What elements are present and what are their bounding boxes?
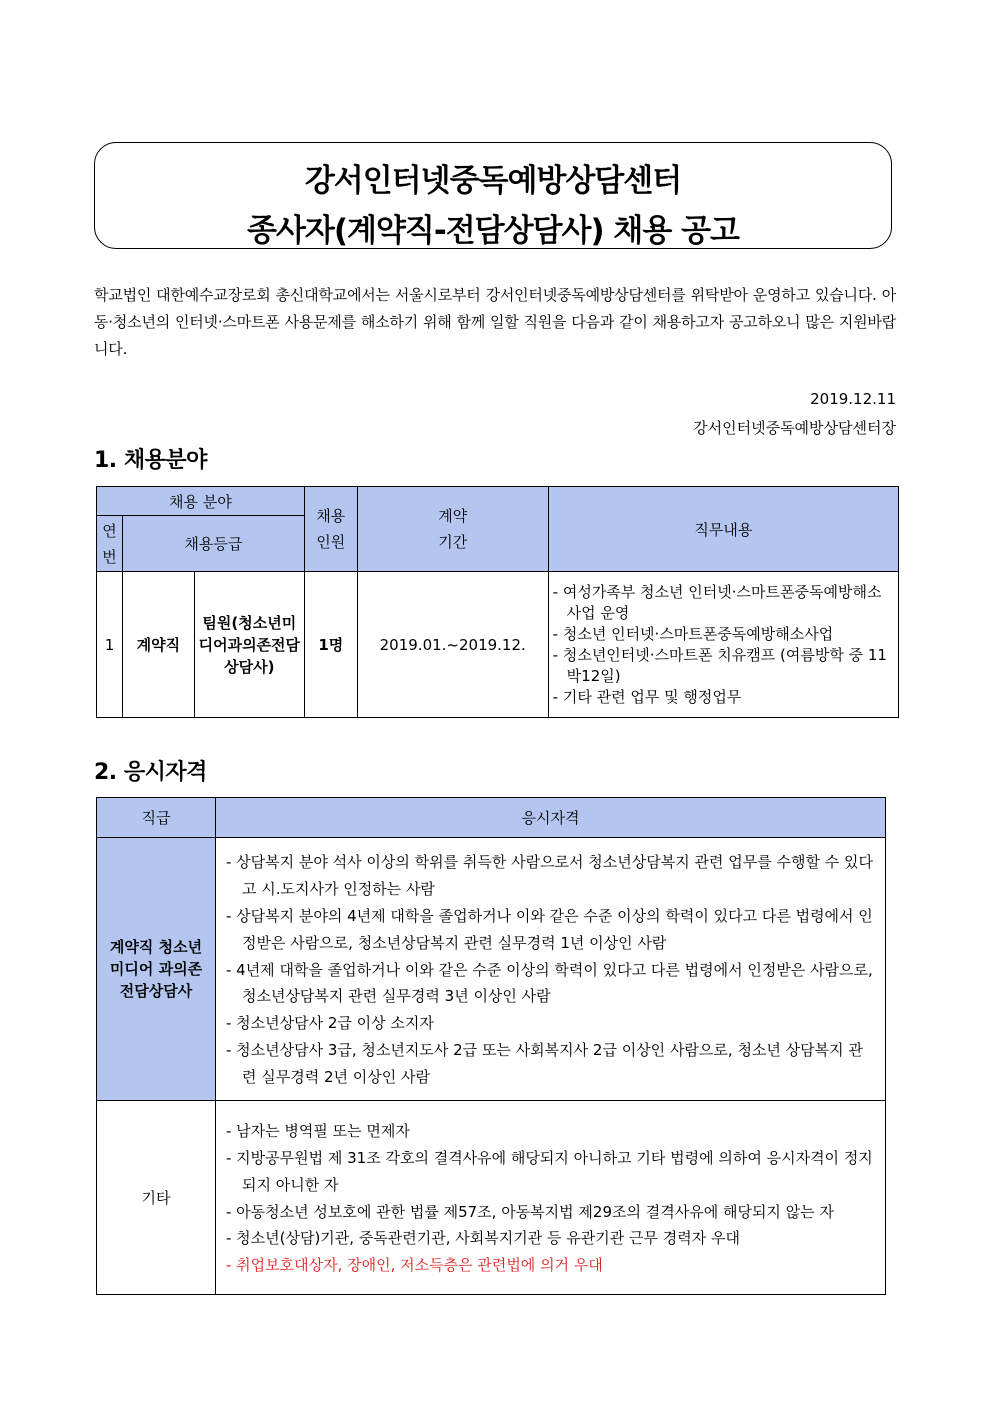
section-1-title: 1. 채용분야	[94, 448, 207, 473]
section-2-title: 2. 응시자격	[94, 760, 207, 785]
header-field: 채용 분야	[97, 487, 305, 516]
header-period-text: 계약기간	[438, 507, 468, 551]
level-other: 기타	[97, 1101, 216, 1295]
qualification-item: - 청소년(상담)기관, 중독관련기관, 사회복지기관 등 유관기관 근무 경력자 우대	[225, 1229, 740, 1248]
header-count	[304, 487, 357, 572]
qualification-item: - 상담복지 분야의 4년제 대학을 졸업하거나 이와 같은 수준 이상의 학력이 있다고 다른 법령에서 인정받은 사람으로, 청소년상담복지 관련 실무경력 1년 이상인 사람	[225, 907, 873, 952]
title-box	[94, 142, 892, 249]
header-duty: 직무내용	[548, 487, 898, 572]
row-grade	[194, 572, 304, 718]
qualification-item: - 청소년상담사 2급 이상 소지자	[225, 1014, 434, 1033]
qualification-table	[96, 797, 886, 1295]
level-contract-text: 계약직 청소년미디어 과의존 전담상담사	[109, 938, 203, 1000]
level-contract	[97, 838, 216, 1101]
qualification-item: - 아동청소년 성보호에 관한 법률 제57조, 아동복지법 제29조의 결격사유에 해당되지 않는 자	[225, 1202, 834, 1221]
qualification-item: - 4년제 대학을 졸업하거나 이와 같은 수준 이상의 학력이 있다고 다른 법령에서 인정받은 사람으로, 청소년상담복지 관련 실무경력 3년 이상인 사람	[225, 960, 873, 1006]
row-period: 2019.01.~2019.12.	[357, 572, 548, 718]
announcement-date: 2019.12.11	[810, 390, 896, 408]
qualification-item: - 남자는 병역필 또는 면제자	[225, 1122, 410, 1141]
qualification-item: - 청소년상담사 3급, 청소년지도사 2급 또는 사회복지사 2급 이상인 사람으로, 청소년 상담복지 관련 실무경력 2년 이상인 사람	[225, 1040, 863, 1086]
duty-item: - 기타 관련 업무 및 행정업무	[552, 687, 742, 706]
header-grade: 채용등급	[122, 516, 304, 572]
qualification-list-contract	[215, 838, 885, 1101]
title-line-2: 종사자(계약직-전담상담사) 채용 공고	[247, 213, 739, 249]
qualification-item: - 지방공무원법 제 31조 각호의 결격사유에 해당되지 아니하고 기타 법령에 의하여 응시자격이 정지되지 아니한 자	[225, 1148, 873, 1194]
row-count: 1명	[304, 572, 357, 718]
row-duties	[548, 572, 898, 718]
header-no-text: 연번	[102, 521, 117, 566]
duty-item: - 청소년인터넷·스마트폰 치유캠프 (여름방학 중 11박12일)	[552, 645, 887, 685]
header-no	[97, 516, 123, 572]
header-count-text: 채용인원	[316, 507, 346, 551]
intro-paragraph: 학교법인 대한예수교장로회 총신대학교에서는 서울시로부터 강서인터넷중독예방상담센터를 위탁받아 운영하고 있습니다. 아동·청소년의 인터넷·스마트폰 사용문제를 해소하기 위해 함께 일할 직원을 다음과 같이 채용하고자 공고하오니 많은 지원바랍니다.	[94, 286, 896, 358]
signatory: 강서인터넷중독예방상담센터장	[693, 419, 896, 437]
row-type: 계약직	[122, 572, 194, 718]
row-grade-text: 팀원(청소년미디어과의존전담상담사)	[198, 613, 301, 676]
header-qualification: 응시자격	[215, 798, 885, 838]
qualification-list-other	[215, 1101, 885, 1295]
title-line-1: 강서인터넷중독예방상담센터	[304, 163, 682, 199]
duty-item: - 여성가족부 청소년 인터넷·스마트폰중독예방해소사업 운영	[552, 582, 882, 622]
recruitment-field-table	[96, 486, 899, 718]
header-level: 직급	[97, 798, 216, 838]
header-period	[357, 487, 548, 572]
qualification-item: - 상담복지 분야 석사 이상의 학위를 취득한 사람으로서 청소년상담복지 관련 업무를 수행할 수 있다고 시.도지사가 인정하는 사람	[225, 853, 873, 899]
duty-item: - 청소년 인터넷·스마트폰중독예방해소사업	[552, 624, 834, 643]
qualification-item-preference: - 취업보호대상자, 장애인, 저소득층은 관련법에 의거 우대	[225, 1256, 603, 1275]
row-no: 1	[97, 572, 123, 718]
